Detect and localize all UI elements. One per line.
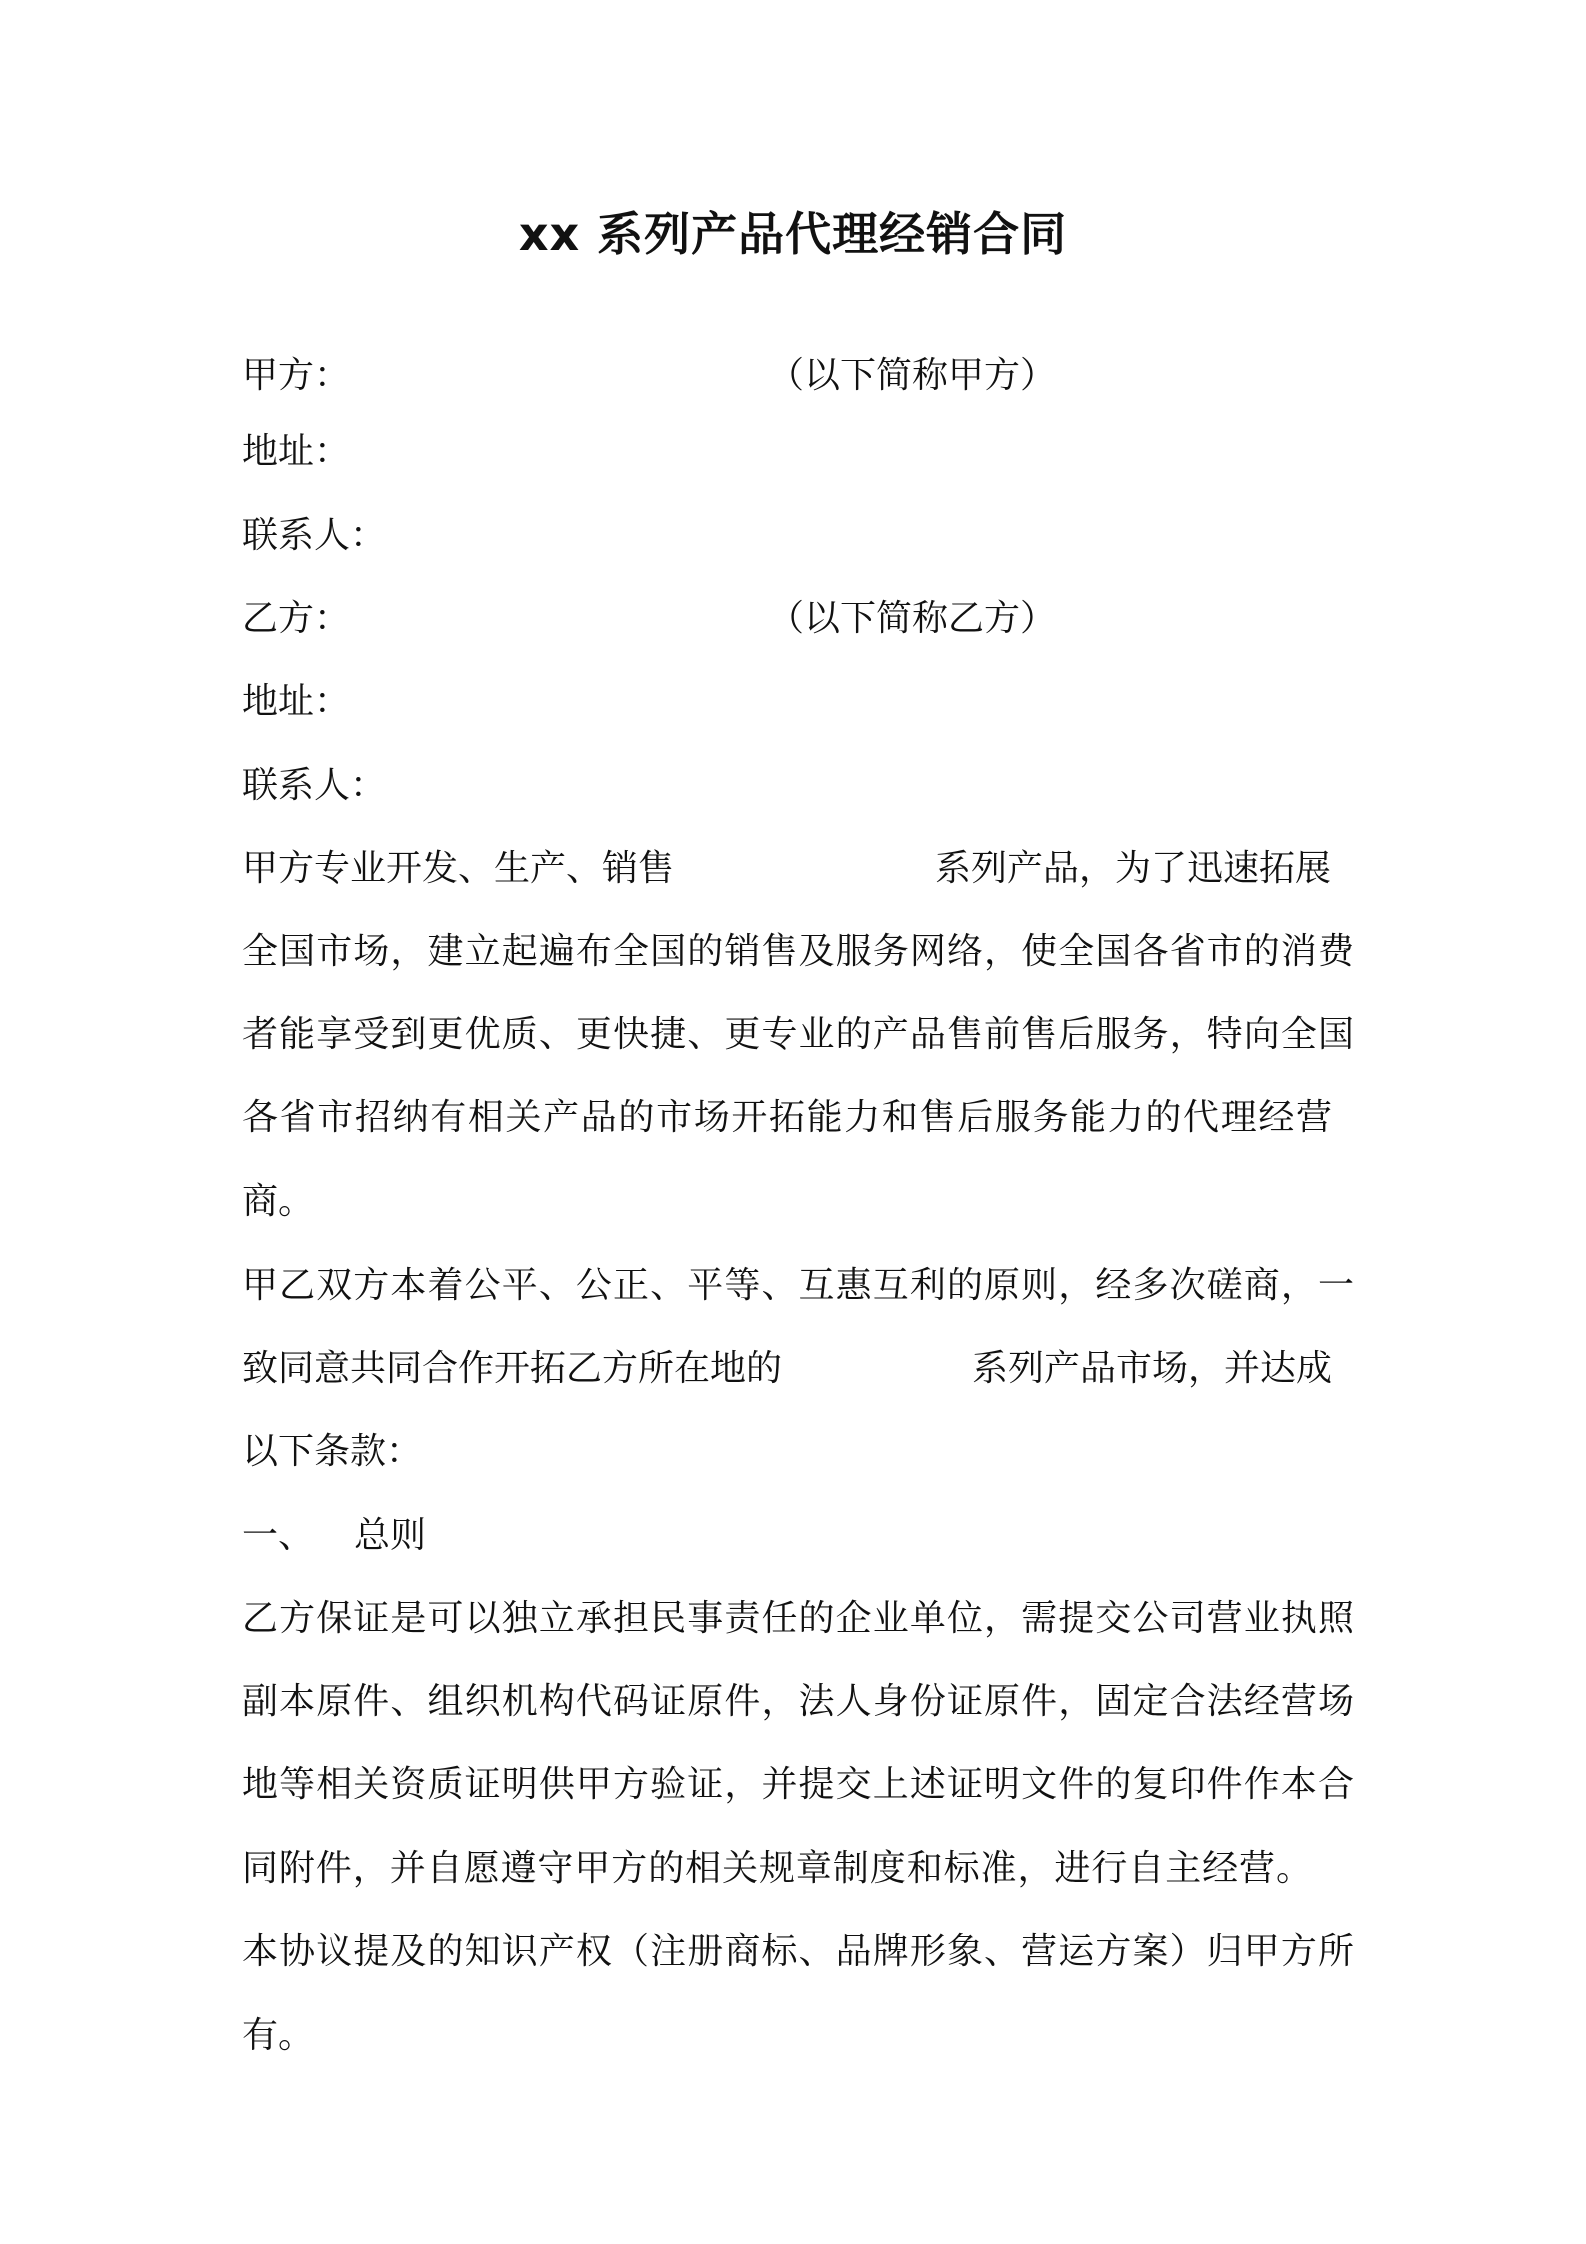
party-a-contact-label: 联系人：	[242, 515, 387, 556]
party-b-contact-label: 联系人：	[242, 765, 387, 806]
agreement-line-2-end: 系列产品市场，并达成	[972, 1348, 1333, 1389]
intro-line-1-end: 系列产品，为了迅速拓展	[935, 848, 1332, 889]
intro-line-1-start: 甲方专业开发、生产、销售	[242, 848, 675, 889]
agreement-line-1: 甲乙双方本着公平、公正、平等、互惠互利的原则，经多次磋商，一	[242, 1265, 1354, 1306]
intro-line-3: 者能享受到更优质、更快捷、更专业的产品售前售后服务，特向全国	[242, 1014, 1354, 1055]
agreement-line-3: 以下条款：	[242, 1431, 423, 1472]
party-b-label: 乙方：	[242, 598, 351, 639]
intro-line-4: 各省市招纳有相关产品的市场开拓能力和售后服务能力的代理经营	[242, 1097, 1332, 1138]
intro-line-2: 全国市场，建立起遍布全国的销售及服务网络，使全国各省市的消费	[242, 931, 1354, 972]
section-1-paragraph-1-line-3: 地等相关资质证明供甲方验证，并提交上述证明文件的复印件作本合	[242, 1764, 1354, 1805]
section-1-number: 一、	[242, 1515, 315, 1556]
section-1-paragraph-1-line-1: 乙方保证是可以独立承担民事责任的企业单位，需提交公司营业执照	[242, 1598, 1354, 1639]
party-a-label: 甲方：	[242, 355, 351, 396]
party-b-abbreviation: （以下简称乙方）	[768, 598, 1057, 639]
party-a-abbreviation: （以下简称甲方）	[768, 355, 1057, 396]
intro-line-5: 商。	[242, 1181, 315, 1222]
section-1-paragraph-2-line-1: 本协议提及的知识产权（注册商标、品牌形象、营运方案）归甲方所	[242, 1931, 1354, 1972]
party-a-address-label: 地址：	[242, 431, 351, 472]
agreement-line-2-start: 致同意共同合作开拓乙方所在地的	[242, 1348, 783, 1389]
section-1-paragraph-1-line-2: 副本原件、组织机构代码证原件，法人身份证原件，固定合法经营场	[242, 1681, 1354, 1722]
document-title: xx 系列产品代理经销合同	[518, 207, 1068, 261]
section-1-heading: 总则	[354, 1515, 427, 1556]
section-1-paragraph-1-line-4: 同附件，并自愿遵守甲方的相关规章制度和标准，进行自主经营。	[242, 1848, 1312, 1889]
party-b-address-label: 地址：	[242, 681, 351, 722]
section-1-paragraph-2-line-2: 有。	[242, 2015, 315, 2056]
